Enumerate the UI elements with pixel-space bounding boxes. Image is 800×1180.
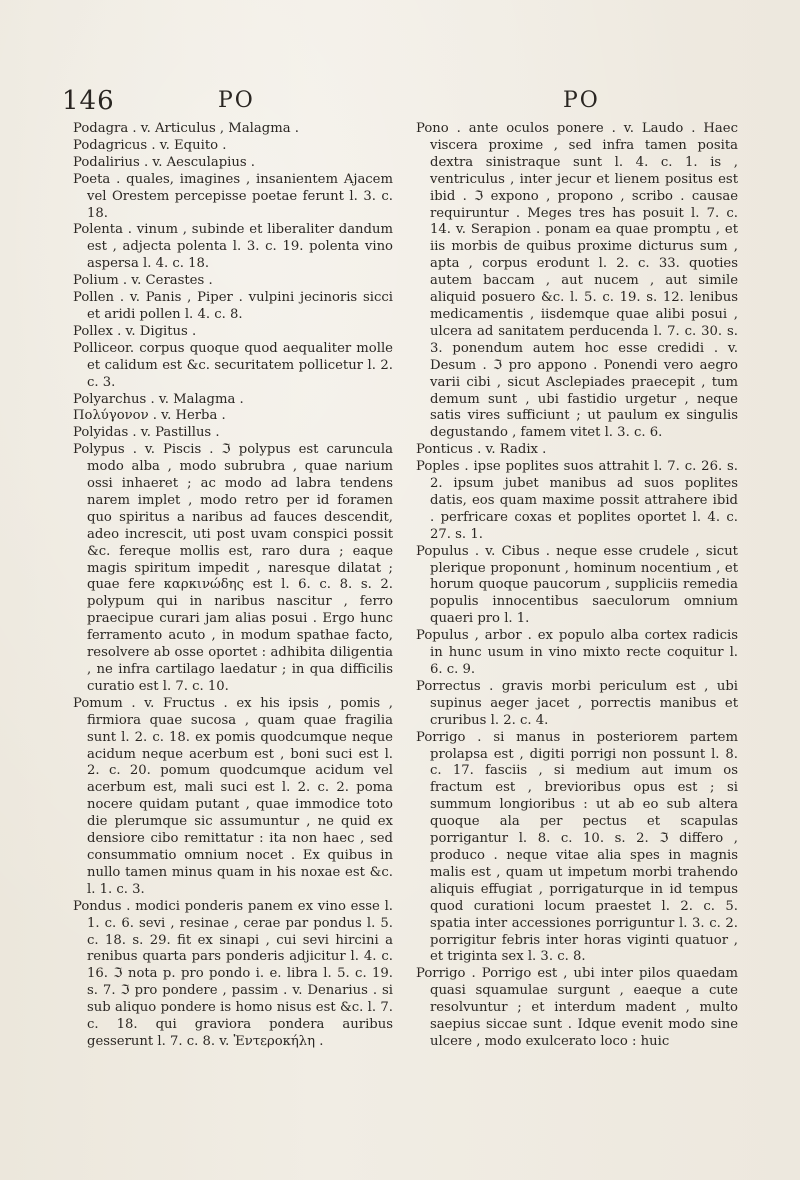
entry-porrigo-2: Porrigo . Porrigo est , ubi inter pilos quaedam quasi squamulae surgunt , eaeque a cute resolvuntur ; et interdum madent , multo saepius siccae sunt . Idque evenit modo sine ulcere , modo exulcerato loco : huic: [416, 966, 738, 1049]
entry-porrigo-1: Porrigo . si manus in posteriorem partem prolapsa est , digiti porrigi non possunt l. 8. c. 17. fasciis , si medium aut imum os fractum est , brevioribus opus est ; si summum longioribus : ut ab eo sub altera quoque ala per pectus et scapulas porrigantur l. 8. c. 10. s. 2. ℑ differo , produco . neque vitae alia spes in magnis malis est , quam ut impetum morbi trahendo aliquis effugiat , porrigaturque in id tempus quod curationi locum praestet l. 2. c. 5. spatia inter accessiones porriguntur l. 3. c. 2. porrigitur febris inter horas viginti quatuor , et triginta sex l. 3. c. 8.: [416, 729, 738, 965]
entry-polyarchus: Polyarchus . v. Malagma .: [73, 391, 244, 407]
entry-pollex: Pollex . v. Digitus .: [73, 323, 197, 339]
entry-pono: Pono . ante oculos ponere . v. Laudo . Haec viscera proxime , sed infra tamen posita dextra sinistraque sunt l. 4. c. 1. is , ventriculus , inter jecur et lienem positus est ibid . ℑ expono , propono , scribo . causae requiruntur . Meges tres has posuit l. 7. c. 14. v. Serapion . ponam ea quae promptu , et iis morbis de quibus proxime dicturus sum , apta , corpus erodunt l. 2. c. 33. quoties autem baccam , aut nucem , aut simile aliquid posuero &c. l. 5. c. 19. s. 12. lenibus medicamentis , iisdemque quae alibi posui , ulcera ad sanitatem perducenda l. 7. c. 30. s. 3. ponendum autem hoc esse credidi . v. Desum . ℑ pro appono . Ponendi vero aegro varii cibi , sicut Asclepiades praecepit , tum demum sunt , ubi fastidio urgetur , neque satis vires sufficiunt ; ut paulum ex singulis degustando , famem vitet l. 3. c. 6.: [416, 121, 738, 441]
entry-pollen: Pollen . v. Panis , Piper . vulpini jecinoris sicci et aridi pollen l. 4. c. 8.: [73, 290, 393, 322]
page-number: 146: [62, 86, 115, 116]
entry-polenta: Polenta . vinum , subinde et liberaliter dandum est , adjecta polenta l. 3. c. 19. polenta vino aspersa l. 4. c. 18.: [73, 222, 393, 272]
entry-ponticus: Ponticus . v. Radix .: [416, 442, 547, 458]
right-running-head: PO: [563, 88, 600, 113]
entry-poples: Poples . ipse poplites suos attrahit l. 7. c. 26. s. 2. ipsum jubet manibus ad suos poplites datis, eos quam maxime possit attrahere ibid . perfricare coxas et poplites oportet l. 4. c. 27. s. 1.: [416, 459, 738, 542]
entry-polyidas: Polyidas . v. Pastillus .: [73, 425, 220, 441]
entry-podalirius: Podalirius . v. Aesculapius .: [73, 154, 256, 170]
entry-populus-arbor: Populus , arbor . ex populo alba cortex radicis in hunc usum in vino mixto recte coquitur l. 6. c. 9.: [416, 628, 738, 677]
left-column: [73, 121, 393, 1051]
entry-populus: Populus . v. Cibus . neque esse crudele , sicut plerique proponunt , hominum nocentium , et horum quoque paucorum , suppliciis remedia populis innocentibus saeculorum omnium quaeri pro l. 1.: [416, 543, 738, 627]
entry-poeta: Poeta . quales, imagines , insanientem Ajacem vel Orestem percepisse poetae ferunt l. 3. c. 18.: [73, 171, 393, 221]
entry-polliceor: Polliceor. corpus quoque quod aequaliter molle et calidum est &c. securitatem pollicetur l. 2. c. 3.: [73, 340, 393, 390]
entry-podagricus: Podagricus . v. Equito .: [73, 137, 227, 153]
entry-polygonon: Πολύγονον . v. Herba .: [73, 408, 226, 424]
entry-pondus: Pondus . modici ponderis panem ex vino esse l. 1. c. 6. sevi , resinae , cerae par pondus l. 5. c. 18. s. 29. fit ex sinapi , cui sevi hircini a renibus quarta pars ponderis adjicitur l. 4. c. 16. ℑ nota p. pro pondo i. e. libra l. 5. c. 19. s. 7. ℑ pro pondere , passim . v. Denarius . si sub aliquo pondere is homo nisus est &c. l. 7. c. 18. qui graviora pondera auribus gesserunt l. 7. c. 8. v. Ἐντεροκήλη .: [73, 898, 393, 1049]
left-running-head: PO: [218, 88, 255, 113]
entry-porrectus: Porrectus . gravis morbi periculum est , ubi supinus aeger jacet , porrectis manibus et cruribus l. 2. c. 4.: [416, 678, 738, 728]
entry-pomum: Pomum . v. Fructus . ex his ipsis , pomis , firmiora quae sucosa , quam quae fragilia sunt l. 2. c. 18. ex pomis quodcumque neque acidum neque acerbum est , boni suci est l. 2. c. 20. pomum quodcumque acidum vel acerbum est, mali suci est l. 2. c. 2. poma nocere quidam putant , quae immodice toto die plerumque sic assumuntur , ne quid ex densiore cibo remittatur : ita non haec , sed consummatio omnium nocet . Ex quibus in nullo tamen minus quam in his noxae est &c. l. 1. c. 3.: [73, 695, 393, 897]
right-column: [416, 121, 738, 1051]
entry-polypus: Polypus . v. Piscis . ℑ polypus est caruncula modo alba , modo subrubra , quae narium ossi inhaeret ; ac modo ad labra tendens narem implet , modo retro per id foramen quo spiritus a naribus ad fauces descendit, adeo increscit, uti post uvam conspici possit &c. fereque mollis est, raro dura ; eaque magis spiritum impedit , naresque dilatat ; quae fere καρκινώδης est l. 6. c. 8. s. 2. polypum qui in naribus nascitur , ferro praecipue curari jam alias posui . Ergo hunc ferramento acuto , in modum spathae facto, resolvere ab osse oportet : adhibita diligentia , ne infra cartilago laedatur ; in qua difficilis curatio est l. 7. c. 10.: [73, 442, 393, 694]
entry-polium: Polium . v. Cerastes .: [73, 273, 213, 289]
entry-podagra: Podagra . v. Articulus , Malagma .: [73, 121, 299, 136]
